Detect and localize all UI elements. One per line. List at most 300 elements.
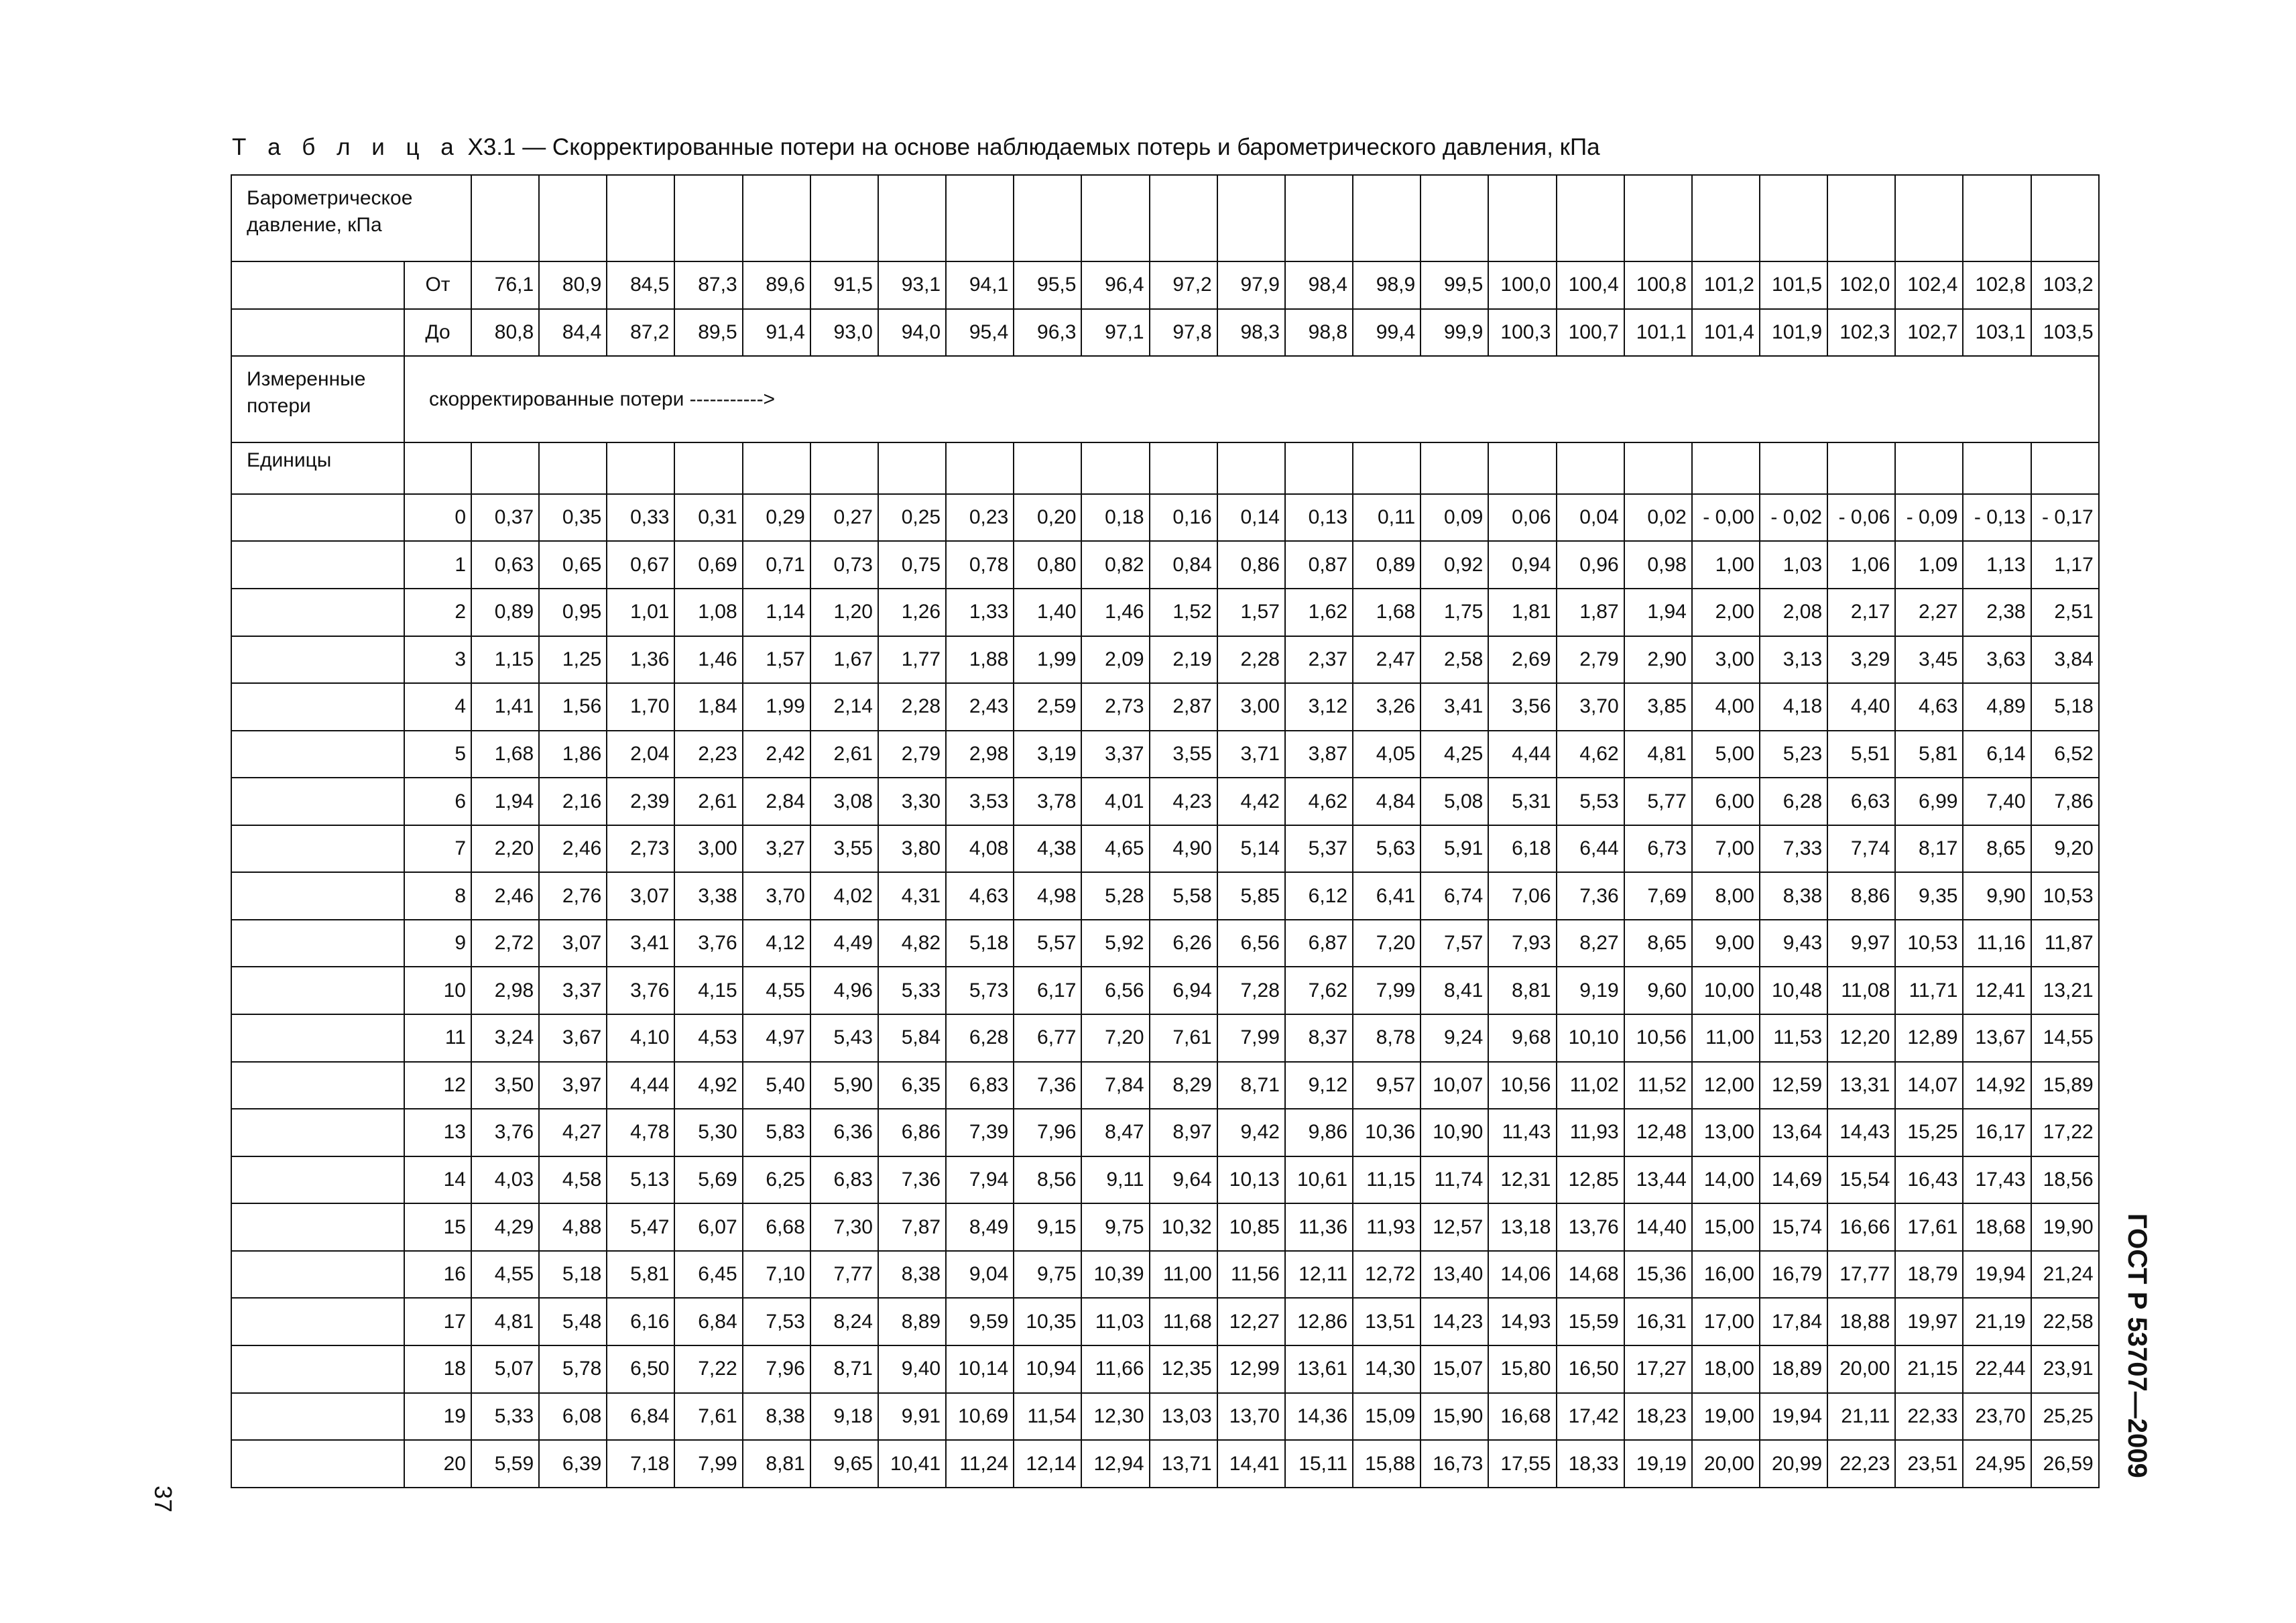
corrected-loss-value: 14,07 [1895,1062,1963,1109]
corrected-loss-value: 14,06 [1488,1251,1556,1299]
table-row [231,920,2099,967]
unit-value: 5 [404,731,471,778]
corrected-loss-value: 12,14 [1014,1440,1081,1488]
corrected-loss-value: 7,00 [1692,825,1760,873]
corrected-loss-value: 18,23 [1624,1393,1692,1441]
corrected-loss-value: 18,00 [1692,1345,1760,1393]
corrected-loss-value: 4,55 [471,1251,539,1299]
pressure-from-value: 84,5 [607,261,674,309]
table-row [231,731,2099,778]
corrected-loss-value: 6,87 [1285,920,1353,967]
table-row [231,825,2099,873]
corrected-loss-value: 3,07 [607,872,674,920]
corrected-loss-value: 15,54 [1827,1156,1895,1204]
corrected-loss-value: 0,73 [810,541,878,589]
corrected-loss-value: 22,33 [1895,1393,1963,1441]
corrected-loss-value: 8,71 [810,1345,878,1393]
corrected-loss-value: 4,63 [946,872,1014,920]
pressure-from-value: 95,5 [1014,261,1081,309]
corrected-loss-value: 12,72 [1353,1251,1421,1299]
corrected-loss-value: 10,32 [1150,1203,1217,1251]
corrected-loss-value: 10,07 [1421,1062,1488,1109]
corrected-loss-value: 3,41 [1421,683,1488,731]
corrected-loss-value: 9,15 [1014,1203,1081,1251]
empty-cell [2031,442,2099,494]
empty-cell [231,872,404,920]
corrected-loss-value: 7,61 [1150,1014,1217,1062]
pressure-from-value: 91,5 [810,261,878,309]
corrected-loss-value: 3,29 [1827,636,1895,684]
table-row [231,1014,2099,1062]
corrected-loss-value: 7,18 [607,1440,674,1488]
pressure-label: Барометрическое давление, кПа [231,175,471,261]
corrected-loss-value: 7,28 [1217,967,1285,1014]
pressure-from-value: 80,9 [539,261,607,309]
corrected-loss-value: 4,05 [1353,731,1421,778]
table-row [231,1156,2099,1204]
corrected-loss-value: 4,82 [878,920,946,967]
corrected-loss-value: 9,57 [1353,1062,1421,1109]
empty-cell [231,1203,404,1251]
pressure-from-value: 89,6 [743,261,810,309]
corrected-loss-value: 0,87 [1285,541,1353,589]
corrected-loss-value: 8,47 [1081,1109,1149,1156]
corrected-loss-value: 7,69 [1624,872,1692,920]
corrected-loss-value: 0,96 [1557,541,1624,589]
empty-cell [1217,442,1285,494]
corrected-loss-value: 2,39 [607,778,674,825]
corrected-loss-value: 7,87 [878,1203,946,1251]
corrected-loss-value: 20,00 [1827,1345,1895,1393]
corrected-loss-value: 9,12 [1285,1062,1353,1109]
corrected-loss-value: 11,08 [1827,967,1895,1014]
empty-cell [878,442,946,494]
empty-cell [231,1251,404,1299]
corrected-loss-value: 19,94 [1760,1393,1827,1441]
corrected-loss-value: 13,00 [1692,1109,1760,1156]
corrected-loss-value: 7,96 [743,1345,810,1393]
corrected-loss-value: 6,63 [1827,778,1895,825]
corrected-loss-value: 16,50 [1557,1345,1624,1393]
corrected-loss-value: 9,43 [1760,920,1827,967]
empty-cell [1827,175,1895,261]
corrected-loss-value: 0,82 [1081,541,1149,589]
corrected-loss-value: 8,27 [1557,920,1624,967]
pressure-to-value: 96,3 [1014,309,1081,357]
pressure-to-value: 91,4 [743,309,810,357]
corrected-loss-value: 6,73 [1624,825,1692,873]
corrected-loss-value: 12,57 [1421,1203,1488,1251]
corrected-loss-value: 3,12 [1285,683,1353,731]
unit-value: 7 [404,825,471,873]
correction-table [231,174,2100,1488]
corrected-loss-value: 1,94 [1624,589,1692,636]
corrected-loss-value: 11,53 [1760,1014,1827,1062]
corrected-loss-value: 10,61 [1285,1156,1353,1204]
corrected-loss-value: 0,18 [1081,494,1149,542]
corrected-loss-value: 14,68 [1557,1251,1624,1299]
corrected-loss-value: 8,38 [878,1251,946,1299]
corrected-loss-value: 1,99 [1014,636,1081,684]
corrected-loss-value: 12,31 [1488,1156,1556,1204]
table-row [231,1393,2099,1441]
empty-cell [1081,442,1149,494]
empty-cell [1557,442,1624,494]
corrected-loss-value: 1,36 [607,636,674,684]
corrected-loss-value: 1,15 [471,636,539,684]
empty-cell [1150,175,1217,261]
corrected-loss-value: 1,09 [1895,541,1963,589]
corrected-loss-value: 13,64 [1760,1109,1827,1156]
empty-cell [607,175,674,261]
corrected-loss-value: 12,86 [1285,1298,1353,1345]
empty-cell [231,1109,404,1156]
corrected-loss-value: 15,09 [1353,1393,1421,1441]
corrected-loss-value: 4,03 [471,1156,539,1204]
corrected-loss-value: 11,71 [1895,967,1963,1014]
corrected-loss-value: 3,87 [1285,731,1353,778]
corrected-loss-value: 10,10 [1557,1014,1624,1062]
empty-cell [231,683,404,731]
corrected-loss-value: 5,31 [1488,778,1556,825]
corrected-loss-value: 7,36 [878,1156,946,1204]
corrected-loss-value: 0,16 [1150,494,1217,542]
corrected-loss-value: 3,55 [1150,731,1217,778]
pressure-to-value: 103,5 [2031,309,2099,357]
corrected-loss-value: 0,23 [946,494,1014,542]
corrected-loss-value: 1,88 [946,636,1014,684]
corrected-loss-value: - 0,13 [1963,494,2031,542]
corrected-loss-value: 6,45 [674,1251,742,1299]
corrected-loss-value: 4,10 [607,1014,674,1062]
empty-cell [231,825,404,873]
corrected-loss-value: 0,63 [471,541,539,589]
corrected-loss-value: 7,20 [1081,1014,1149,1062]
corrected-loss-value: 10,35 [1014,1298,1081,1345]
corrected-loss-value: - 0,17 [2031,494,2099,542]
corrected-loss-value: 18,89 [1760,1345,1827,1393]
corrected-loss-value: 1,41 [471,683,539,731]
corrected-loss-value: 5,18 [539,1251,607,1299]
corrected-loss-value: 0,37 [471,494,539,542]
corrected-loss-value: 4,62 [1557,731,1624,778]
corrected-loss-value: 3,27 [743,825,810,873]
corrected-loss-value: 16,79 [1760,1251,1827,1299]
corrected-loss-value: 14,30 [1353,1345,1421,1393]
pressure-from-value: 100,8 [1624,261,1692,309]
corrected-loss-value: 4,25 [1421,731,1488,778]
corrected-loss-value: 12,30 [1081,1393,1149,1441]
corrected-loss-value: 0,27 [810,494,878,542]
empty-cell [946,175,1014,261]
corrected-loss-value: 4,81 [1624,731,1692,778]
corrected-loss-value: 5,37 [1285,825,1353,873]
table-row [231,1345,2099,1393]
corrected-loss-value: 1,52 [1150,589,1217,636]
pressure-from-value: 100,4 [1557,261,1624,309]
corrected-loss-value: 8,24 [810,1298,878,1345]
table-row [231,1440,2099,1488]
corrected-loss-value: 5,91 [1421,825,1488,873]
pressure-from-value: 103,2 [2031,261,2099,309]
corrected-loss-value: 5,28 [1081,872,1149,920]
corrected-loss-value: 1,40 [1014,589,1081,636]
table-row [231,1298,2099,1345]
table-caption [232,131,1600,164]
empty-cell [1421,175,1488,261]
corrected-loss-value: 10,85 [1217,1203,1285,1251]
corrected-loss-value: 25,25 [2031,1393,2099,1441]
header-measured-row [231,356,2099,442]
table-row [231,967,2099,1014]
corrected-loss-value: 1,46 [1081,589,1149,636]
empty-cell [674,442,742,494]
corrected-loss-value: 11,93 [1557,1109,1624,1156]
corrected-loss-value: 4,88 [539,1203,607,1251]
corrected-loss-value: 0,94 [1488,541,1556,589]
corrected-loss-value: 2,79 [878,731,946,778]
unit-value: 8 [404,872,471,920]
corrected-loss-value: 8,65 [1624,920,1692,967]
corrected-loss-value: 1,00 [1692,541,1760,589]
corrected-loss-value: 4,44 [1488,731,1556,778]
corrected-loss-value: 5,92 [1081,920,1149,967]
corrected-loss-value: 4,97 [743,1014,810,1062]
corrected-loss-value: 2,08 [1760,589,1827,636]
corrected-loss-value: 15,80 [1488,1345,1556,1393]
corrected-loss-value: 4,44 [607,1062,674,1109]
corrected-loss-value: 14,43 [1827,1109,1895,1156]
corrected-loss-value: 21,15 [1895,1345,1963,1393]
corrected-loss-value: 2,28 [878,683,946,731]
corrected-loss-value: 5,63 [1353,825,1421,873]
header-pressure-row [231,175,2099,261]
corrected-loss-value: 2,58 [1421,636,1488,684]
corrected-loss-value: 1,77 [878,636,946,684]
corrected-loss-value: 1,57 [1217,589,1285,636]
unit-value: 13 [404,1109,471,1156]
corrected-loss-value: 15,36 [1624,1251,1692,1299]
table-row [231,1203,2099,1251]
corrected-loss-value: 6,41 [1353,872,1421,920]
pressure-to-value: 95,4 [946,309,1014,357]
corrected-loss-value: 11,93 [1353,1203,1421,1251]
empty-cell [231,1393,404,1441]
pressure-from-value: 96,4 [1081,261,1149,309]
corrected-loss-value: 1,68 [471,731,539,778]
corrected-loss-value: 0,75 [878,541,946,589]
corrected-loss-value: 6,84 [607,1393,674,1441]
corrected-loss-value: 12,11 [1285,1251,1353,1299]
corrected-loss-value: 11,52 [1624,1062,1692,1109]
pressure-from-value: 100,0 [1488,261,1556,309]
corrected-loss-value: 3,70 [743,872,810,920]
corrected-loss-value: 17,55 [1488,1440,1556,1488]
empty-cell [1895,175,1963,261]
pressure-from-value: 99,5 [1421,261,1488,309]
corrected-loss-value: 12,89 [1895,1014,1963,1062]
empty-cell [1624,442,1692,494]
corrected-loss-value: 15,59 [1557,1298,1624,1345]
corrected-loss-value: 1,86 [539,731,607,778]
corrected-loss-value: 11,74 [1421,1156,1488,1204]
corrected-loss-value: 2,09 [1081,636,1149,684]
corrected-loss-value: 14,55 [2031,1014,2099,1062]
corrected-loss-value: 13,61 [1285,1345,1353,1393]
empty-cell [231,967,404,1014]
corrected-loss-value: 1,67 [810,636,878,684]
corrected-loss-value: 5,18 [2031,683,2099,731]
corrected-loss-value: 7,22 [674,1345,742,1393]
corrected-loss-value: 0,89 [1353,541,1421,589]
corrected-loss-value: 3,45 [1895,636,1963,684]
corrected-loss-value: 9,40 [878,1345,946,1393]
corrected-loss-value: 4,40 [1827,683,1895,731]
corrected-loss-value: 16,00 [1692,1251,1760,1299]
corrected-loss-value: 3,76 [607,967,674,1014]
corrected-loss-value: 11,02 [1557,1062,1624,1109]
corrected-loss-value: 12,94 [1081,1440,1149,1488]
pressure-from-value: 101,5 [1760,261,1827,309]
corrected-loss-value: 1,84 [674,683,742,731]
corrected-loss-value: 2,17 [1827,589,1895,636]
unit-value: 6 [404,778,471,825]
empty-cell [1150,442,1217,494]
corrected-loss-value: 9,04 [946,1251,1014,1299]
corrected-loss-value: 4,42 [1217,778,1285,825]
corrected-loss-value: 17,61 [1895,1203,1963,1251]
empty-cell [231,731,404,778]
corrected-loss-value: 0,71 [743,541,810,589]
corrected-loss-value: 5,18 [946,920,1014,967]
pressure-to-value: 102,7 [1895,309,1963,357]
empty-cell [1692,442,1760,494]
corrected-loss-value: 4,81 [471,1298,539,1345]
pressure-to-value: 84,4 [539,309,607,357]
corrected-loss-value: 9,60 [1624,967,1692,1014]
corrected-loss-value: 3,78 [1014,778,1081,825]
pressure-from-value: 98,4 [1285,261,1353,309]
corrected-loss-value: 3,71 [1217,731,1285,778]
corrected-loss-value: 2,61 [810,731,878,778]
empty-cell [539,175,607,261]
empty-cell [2031,175,2099,261]
corrected-loss-value: 19,19 [1624,1440,1692,1488]
corrected-loss-value: 17,43 [1963,1156,2031,1204]
corrected-loss-value: 20,00 [1692,1440,1760,1488]
corrected-loss-value: 9,35 [1895,872,1963,920]
corrected-loss-value: 4,15 [674,967,742,1014]
corrected-loss-value: 1,26 [878,589,946,636]
corrected-loss-value: 0,80 [1014,541,1081,589]
empty-cell [1827,442,1895,494]
corrected-loss-value: 3,76 [471,1109,539,1156]
corrected-loss-value: 8,97 [1150,1109,1217,1156]
corrected-loss-value: 4,31 [878,872,946,920]
corrected-loss-value: 5,53 [1557,778,1624,825]
corrected-loss-value: 4,62 [1285,778,1353,825]
corrected-loss-value: 6,17 [1014,967,1081,1014]
corrected-loss-value: 1,08 [674,589,742,636]
pressure-to-value: 101,4 [1692,309,1760,357]
corrected-loss-value: 12,35 [1150,1345,1217,1393]
corrected-loss-value: 21,24 [2031,1251,2099,1299]
corrected-loss-value: 3,70 [1557,683,1624,731]
corrected-loss-value: 15,89 [2031,1062,2099,1109]
corrected-loss-value: 15,90 [1421,1393,1488,1441]
corrected-loss-value: 7,10 [743,1251,810,1299]
corrected-loss-value: 7,06 [1488,872,1556,920]
corrected-loss-value: 5,48 [539,1298,607,1345]
corrected-loss-value: 1,99 [743,683,810,731]
corrected-loss-value: 12,59 [1760,1062,1827,1109]
corrected-loss-value: 2,72 [471,920,539,967]
unit-value: 14 [404,1156,471,1204]
corrected-loss-value: 4,27 [539,1109,607,1156]
corrected-loss-value: 15,88 [1353,1440,1421,1488]
corrected-loss-value: 2,90 [1624,636,1692,684]
table-row [231,636,2099,684]
corrected-loss-value: 4,12 [743,920,810,967]
corrected-loss-value: 10,94 [1014,1345,1081,1393]
corrected-loss-value: 3,00 [1217,683,1285,731]
corrected-loss-value: 3,38 [674,872,742,920]
corrected-loss-value: 0,14 [1217,494,1285,542]
pressure-to-value: 87,2 [607,309,674,357]
empty-cell [471,175,539,261]
corrected-loss-value: 9,18 [810,1393,878,1441]
corrected-loss-value: 4,53 [674,1014,742,1062]
corrected-loss-value: 1,56 [539,683,607,731]
corrected-loss-value: 9,64 [1150,1156,1217,1204]
corrected-loss-value: - 0,02 [1760,494,1827,542]
corrected-loss-value: 10,36 [1353,1109,1421,1156]
corrected-loss-value: 9,90 [1963,872,2031,920]
table-row [231,1062,2099,1109]
corrected-loss-value: 4,02 [810,872,878,920]
corrected-loss-value: 13,51 [1353,1298,1421,1345]
corrected-loss-value: 2,20 [471,825,539,873]
corrected-loss-value: 2,98 [946,731,1014,778]
corrected-loss-value: 8,86 [1827,872,1895,920]
corrected-loss-value: 16,73 [1421,1440,1488,1488]
to-label: До [404,309,471,357]
corrected-loss-value: 4,01 [1081,778,1149,825]
corrected-loss-value: 6,35 [878,1062,946,1109]
corrected-loss-value: 2,27 [1895,589,1963,636]
empty-cell [231,1014,404,1062]
corrected-loss-value: 26,59 [2031,1440,2099,1488]
corrected-loss-value: 8,56 [1014,1156,1081,1204]
corrected-loss-value: 15,25 [1895,1109,1963,1156]
corrected-loss-value: 11,54 [1014,1393,1081,1441]
corrected-loss-value: 6,12 [1285,872,1353,920]
corrected-loss-value: 3,00 [1692,636,1760,684]
corrected-loss-value: 0,69 [674,541,742,589]
corrected-loss-value: 3,07 [539,920,607,967]
pressure-to-value: 101,9 [1760,309,1827,357]
corrected-loss-value: 10,14 [946,1345,1014,1393]
corrected-loss-value: 2,46 [471,872,539,920]
corrected-loss-value: 5,00 [1692,731,1760,778]
corrected-loss-value: 7,96 [1014,1109,1081,1156]
corrected-loss-value: 3,37 [1081,731,1149,778]
corrected-loss-value: 4,08 [946,825,1014,873]
pressure-from-value: 102,0 [1827,261,1895,309]
corrected-loss-value: 14,23 [1421,1298,1488,1345]
corrected-loss-value: 5,77 [1624,778,1692,825]
corrected-loss-value: 7,30 [810,1203,878,1251]
